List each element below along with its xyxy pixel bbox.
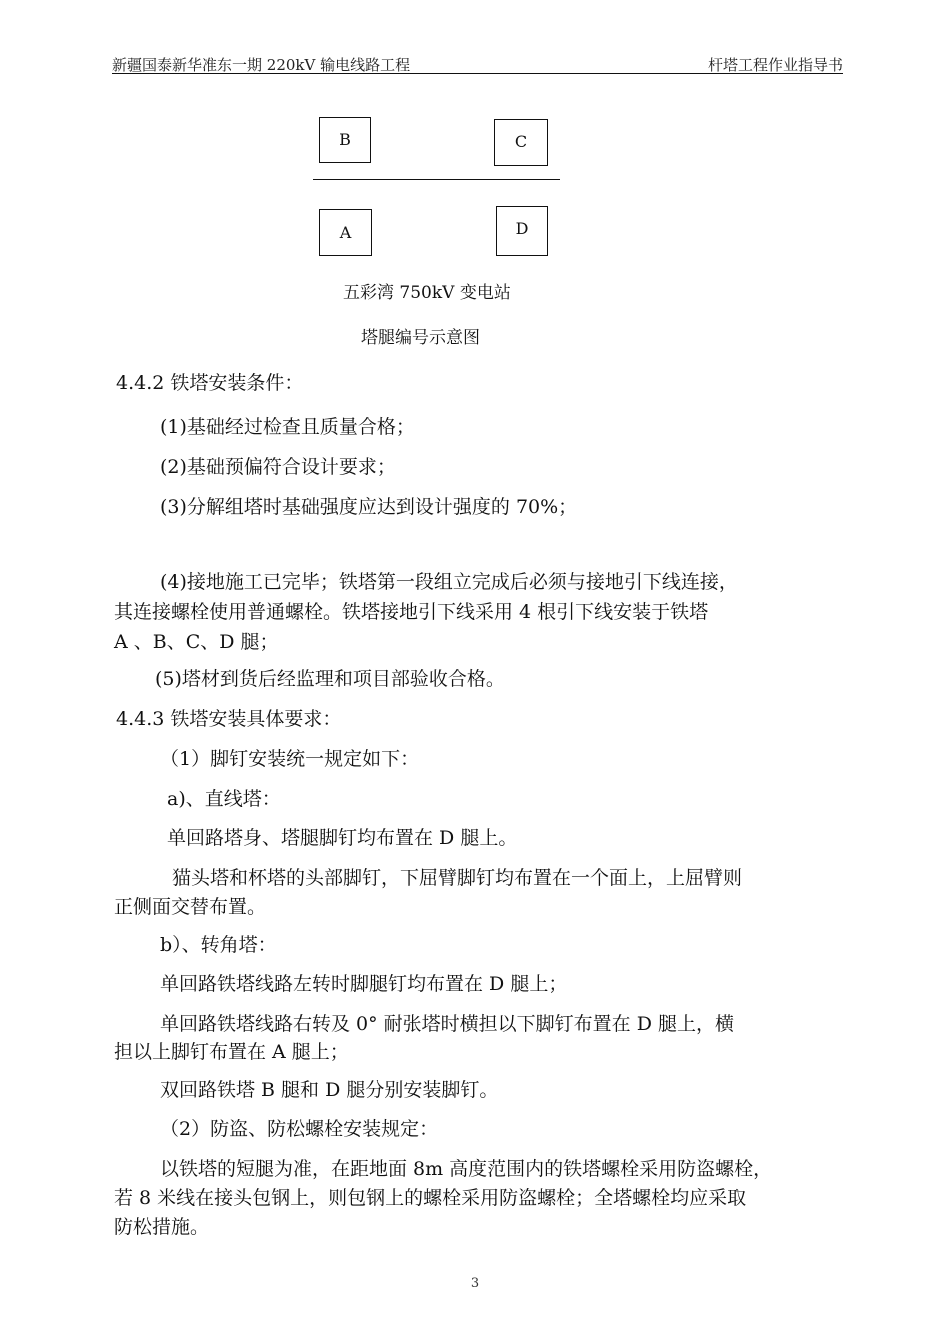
diagram-caption-title: 塔腿编号示意图 (361, 328, 480, 348)
section-heading: 4.4.3 铁塔安装具体要求： (116, 708, 342, 730)
leg-label-d: D (515, 219, 529, 238)
angle-tower-text-1: 单回路铁塔线路左转时脚腿钉均布置在 D 腿上； (160, 973, 568, 995)
condition-item-2: (2)基础预偏符合设计要求； (160, 456, 396, 478)
page-header (112, 54, 843, 74)
leg-box-b (319, 117, 371, 163)
condition-item-4-line-1: (4)接地施工已完毕；铁塔第一段组立完成后必须与接地引下线连接， (160, 571, 738, 593)
leg-box-a (319, 209, 372, 256)
anti-theft-text-line-2: 若 8 米线在接头包钢上，则包钢上的螺栓采用防盗螺栓；全塔螺栓均应采取 (114, 1187, 747, 1209)
leg-label-b: B (339, 130, 351, 149)
condition-item-5: (5)塔材到货后经监理和项目部验收合格。 (155, 668, 505, 690)
leg-box-c (494, 119, 548, 166)
angle-tower-text-2-line-2: 担以上脚钉布置在 A 腿上； (114, 1041, 349, 1063)
page-number: 3 (470, 1276, 480, 1291)
leg-box-d (496, 206, 548, 256)
condition-item-3: (3)分解组塔时基础强度应达到设计强度的 70%； (160, 496, 578, 518)
straight-tower-text-1: 单回路塔身、塔腿脚钉均布置在 D 腿上。 (167, 827, 518, 849)
angle-tower-label: b）、转角塔： (160, 934, 277, 956)
header-document-title: 杆塔工程作业指导书 (707, 56, 843, 74)
condition-item-4-line-3: A 、B、C、D 腿； (114, 631, 279, 653)
diagram-caption-station: 五彩湾 750kV 变电站 (343, 283, 511, 303)
leg-label-c: C (514, 132, 528, 151)
straight-tower-label: a)、直线塔： (167, 788, 281, 810)
diagram-center-line (313, 179, 560, 180)
angle-tower-text-2-line-1: 单回路铁塔线路右转及 0° 耐张塔时横担以下脚钉布置在 D 腿上，横 (160, 1013, 734, 1035)
header-project-title: 新疆国泰新华准东一期 220kV 输电线路工程 (112, 56, 411, 74)
straight-tower-text-2-line-2: 正侧面交替布置。 (114, 896, 267, 918)
subsection-1-title: （1）脚钉安装统一规定如下： (160, 748, 420, 770)
anti-theft-text-line-1: 以铁塔的短腿为准，在距地面 8m 高度范围内的铁塔螺栓采用防盗螺栓， (160, 1158, 773, 1180)
anti-theft-text-line-3: 防松措施。 (114, 1216, 210, 1238)
subsection-2-title: （2）防盗、防松螺栓安装规定： (160, 1118, 439, 1140)
leg-label-a: A (339, 223, 352, 242)
condition-item-1: (1)基础经过检查且质量合格； (160, 416, 415, 438)
straight-tower-text-2-line-1: 猫头塔和杯塔的头部脚钉，下屈臂脚钉均布置在一个面上，上屈臂则 (172, 867, 743, 889)
section-heading: 4.4.2 铁塔安装条件： (116, 372, 304, 394)
condition-item-4-line-2: 其连接螺栓使用普通螺栓。铁塔接地引下线采用 4 根引下线安装于铁塔 (114, 601, 709, 623)
header-divider (112, 73, 843, 74)
angle-tower-text-3: 双回路铁塔 B 腿和 D 腿分别安装脚钉。 (160, 1079, 499, 1101)
